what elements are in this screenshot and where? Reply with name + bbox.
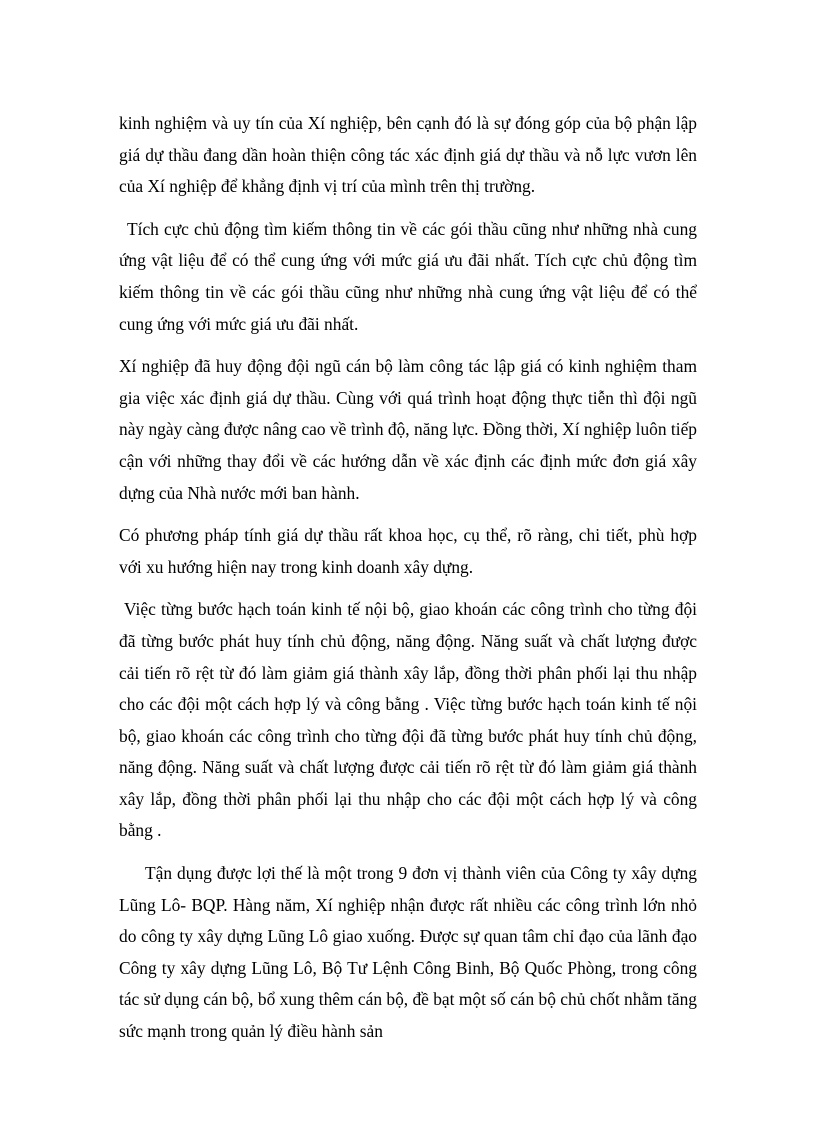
paragraph-3: Xí nghiệp đã huy động đội ngũ cán bộ làm công tác lập giá có kinh nghiệm tham gia việc xác định giá dự thầu. Cùng với quá trình hoạt động thực tiễn thì đội ngũ này ngày càng được nâng cao về trình độ, năng lực. Đồng thời, Xí nghiệp luôn tiếp cận với những thay đổi về các hướng dẫn về xác định các định mức đơn giá xây dựng của Nhà nước mới ban hành. xyxy=(119,356,697,503)
paragraph-4: Có phương pháp tính giá dự thầu rất khoa học, cụ thể, rõ ràng, chi tiết, phù hợp với xu hướng hiện nay trong kinh doanh xây dựng. xyxy=(119,525,697,577)
paragraph-5: Việc từng bước hạch toán kinh tế nội bộ, giao khoán các công trình cho từng đội đã từng bước phát huy tính chủ động, năng động. Năng suất và chất lượng được cải tiến rõ rệt từ đó làm giảm giá thành xây lắp, đồng thời phân phối lại thu nhập cho các đội một cách hợp lý và công bằng . Việc từng bước hạch toán kinh tế nội bộ, giao khoán các công trình cho từng đội đã từng bước phát huy tính chủ động, năng động. Năng suất và chất lượng được cải tiến rõ rệt từ đó làm giảm giá thành xây lắp, đồng thời phân phối lại thu nhập cho các đội một cách hợp lý và công bằng . xyxy=(119,599,697,841)
document-page xyxy=(119,108,697,1059)
paragraph-6: Tận dụng được lợi thế là một trong 9 đơn vị thành viên của Công ty xây dựng Lũng Lô- BQP. Hàng năm, Xí nghiệp nhận được rất nhiều các công trình lớn nhỏ do công ty xây dựng Lũng Lô giao xuống. Được sự quan tâm chỉ đạo của lãnh đạo Công ty xây dựng Lũng Lô, Bộ Tư Lệnh Công Binh, Bộ Quốc Phòng, trong công tác sử dụng cán bộ, bổ xung thêm cán bộ, đề bạt một số cán bộ chủ chốt nhằm tăng sức mạnh trong quản lý điều hành sản xyxy=(119,863,697,1042)
paragraph-1: kinh nghiệm và uy tín của Xí nghiệp, bên cạnh đó là sự đóng góp của bộ phận lập giá dự thầu đang dần hoàn thiện công tác xác định giá dự thầu và nỗ lực vươn lên của Xí nghiệp để khẳng định vị trí của mình trên thị trường. xyxy=(119,113,697,197)
paragraph-2: Tích cực chủ động tìm kiếm thông tin về các gói thầu cũng như những nhà cung ứng vật liệu để có thể cung ứng với mức giá ưu đãi nhất. Tích cực chủ động tìm kiếm thông tin về các gói thầu cũng như những nhà cung ứng vật liệu để có thể cung ứng với mức giá ưu đãi nhất. xyxy=(119,218,697,334)
